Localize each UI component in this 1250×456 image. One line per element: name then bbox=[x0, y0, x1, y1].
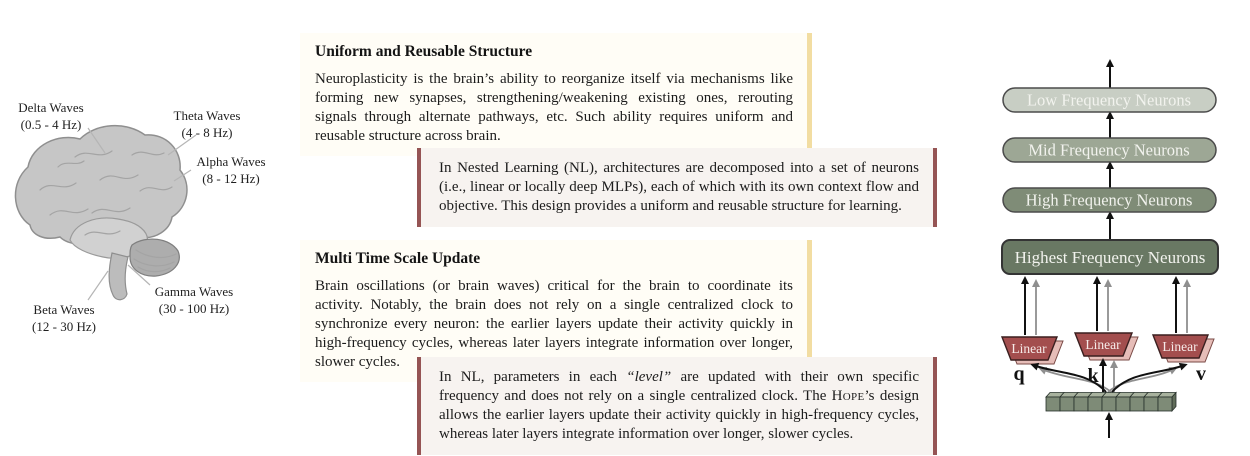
wave-range: (4 - 8 Hz) bbox=[181, 124, 233, 140]
note-body: Neuroplasticity is the brain’s ability to reorganize itself via mechanisms like forming new synapses, strengthening/weakening existing ones, rerouting signals through alternate pathways, etc. Such ability requires uniform and reusable structure across brain. bbox=[315, 71, 793, 144]
quote-nl-structure bbox=[417, 148, 937, 227]
layer-low-frequency-label: Low Frequency Neurons bbox=[1026, 90, 1192, 110]
wave-range: (8 - 12 Hz) bbox=[202, 170, 260, 186]
linear-v-label: Linear bbox=[1162, 339, 1198, 354]
label-alpha-waves bbox=[196, 154, 265, 187]
value-label: v bbox=[1196, 363, 1206, 385]
projection-up-arrows-black bbox=[1025, 282, 1176, 335]
quote-body: In Nested Learning (NL), architectures are decomposed into a set of neurons (i.e., linear or locally deep MLPs), each of which with its own context flow and objective. This design provides a uniform and reusable structure for learning. bbox=[439, 160, 919, 214]
brain-stem bbox=[109, 253, 128, 300]
projection-up-arrows-gray bbox=[1036, 285, 1187, 335]
wave-range: (30 - 100 Hz) bbox=[158, 300, 230, 316]
hope-architecture-diagram bbox=[980, 20, 1240, 450]
token-top-faces bbox=[1046, 393, 1176, 398]
token-to-projection-black bbox=[1036, 364, 1182, 392]
wave-name: Delta Waves bbox=[18, 100, 84, 115]
layer-high-frequency-label: High Frequency Neurons bbox=[1025, 190, 1193, 210]
quote-nl-update bbox=[417, 357, 937, 455]
linear-k-label: Linear bbox=[1085, 337, 1121, 352]
note-body: Brain oscillations (or brain waves) critical for the brain to coordinate its activity. Notably, the brain does not rely on a single centralized clock to synchronize every neuron: the earlier layers update their activity quickly in high-frequency cycles, whereas later layers integrate information over longer, slower cycles. bbox=[315, 278, 793, 370]
layer-highest-frequency-label: Highest Frequency Neurons bbox=[1014, 248, 1206, 267]
wave-name: Gamma Waves bbox=[154, 284, 234, 299]
wave-range: (12 - 30 Hz) bbox=[32, 318, 96, 334]
label-beta-waves bbox=[32, 302, 96, 335]
token-to-projection-gray bbox=[1044, 366, 1172, 392]
wave-range: (0.5 - 4 Hz) bbox=[20, 116, 82, 132]
key-label: k bbox=[1087, 365, 1099, 387]
token-front-faces bbox=[1046, 397, 1172, 411]
note-title: Multi Time Scale Update bbox=[315, 250, 481, 267]
wave-name: Theta Waves bbox=[173, 108, 241, 123]
label-delta-waves bbox=[18, 100, 84, 133]
label-gamma-waves bbox=[155, 284, 234, 317]
layer-mid-frequency-label: Mid Frequency Neurons bbox=[1028, 140, 1190, 160]
query-label: q bbox=[1013, 363, 1025, 385]
linear-q-label: Linear bbox=[1011, 341, 1047, 356]
note-title: Uniform and Reusable Structure bbox=[315, 43, 533, 60]
token-sequence bbox=[1046, 393, 1176, 412]
quote-part: are updated with their own specific frequency and does not rely on a single centralized clock. The bbox=[439, 369, 919, 404]
quote-part: In NL, parameters in each bbox=[439, 369, 627, 385]
quote-part: ’s design allows the earlier layers update their activity quickly in high-frequency cycles, whereas later layers integrate information over longer, slower cycles. bbox=[439, 388, 919, 442]
quote-level-emphasis: “level” bbox=[626, 369, 672, 385]
label-theta-waves bbox=[174, 108, 241, 141]
wave-name: Alpha Waves bbox=[196, 154, 266, 169]
note-uniform-structure bbox=[300, 33, 812, 156]
wave-name: Beta Waves bbox=[33, 302, 95, 317]
hope-smallcaps: Hope bbox=[831, 388, 865, 404]
brain-panel bbox=[0, 0, 300, 456]
quote-body bbox=[439, 368, 919, 444]
brain-cerebellum bbox=[130, 239, 179, 276]
